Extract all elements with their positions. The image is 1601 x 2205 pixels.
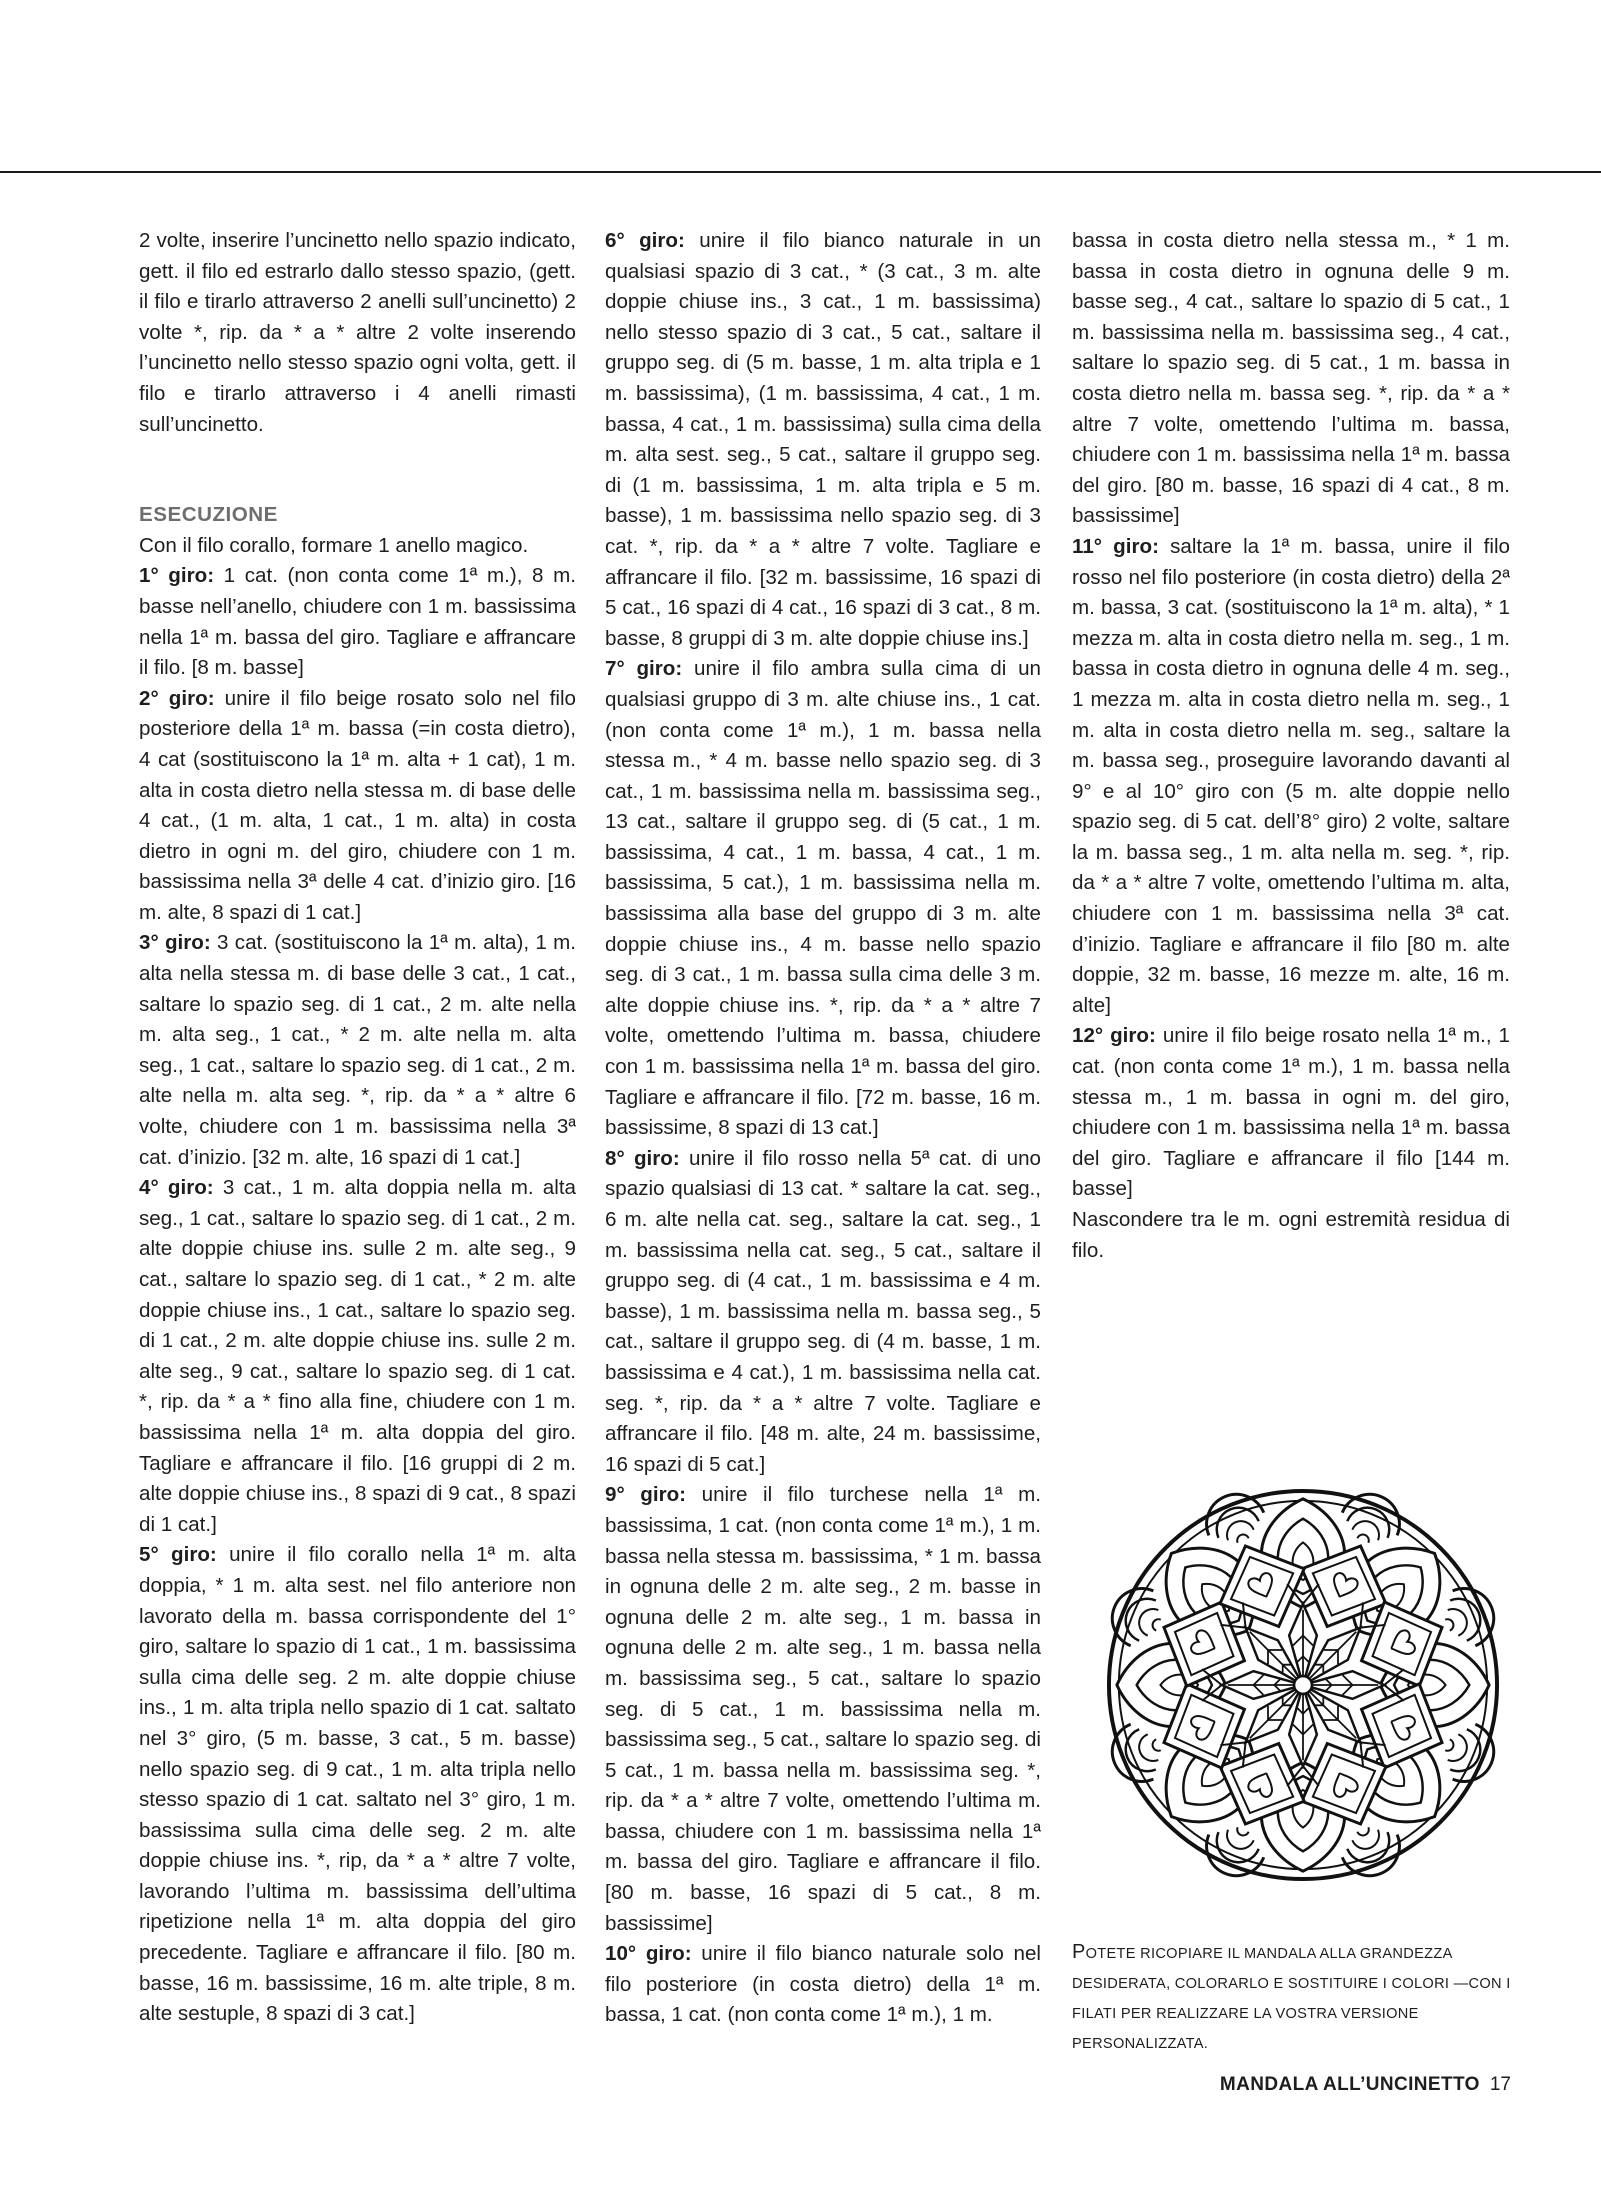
round-8 [605,1144,1041,1481]
start-instruction: Con il filo corallo, formare 1 anello magico. [139,533,529,557]
round-5-label: 5° giro: [139,1543,217,1567]
round-7-text: unire il filo ambra sulla cima di un qualsiasi gruppo di 3 m. alte chiuse ins., 1 cat. (non conta come 1ª m.), 1 m. bassa nella stessa m., * 4 m. basse nello spazio seg. di 3 cat., 1 m. bassissima nella m. bassissima seg., 13 cat., saltare il gruppo seg. di (5 cat., 1 m. bassissima, 4 cat., 1 m. bassa, 4 cat., 1 m. bassissima, 5 cat.), 1 m. bassissima nella m. bassissima alla base del gruppo di 3 m. alte doppie chiuse ins., 4 m. basse nello spazio seg. di 3 cat., 1 m. bassa sulla cima delle 3 m. alte doppie chiuse ins. *, rip. da * a * altre 7 volte, omettendo l’ultima m. bassa, chiudere con 1 m. bassissima nella 1ª m. bassa del giro. Tagliare e affrancare il filo. [72 m. basse, 16 m. bassissime, 8 spazi di 13 cat.] [605,657,1041,1140]
round-10-continued: bassa in costa dietro nella stessa m., * 1 m. bassa in costa dietro in ognuna delle 9 m. basse seg., 4 cat., saltare lo spazio di 5 cat., 1 m. bassissima nella m. bassissima seg., 4 cat., saltare lo spazio seg. di 5 cat., 1 m. bassa in costa dietro nella m. bassa seg. *, rip. da * a * altre 7 volte, omettendo l’ultima m. bassa, chiudere con 1 m. bassissima nella 1ª m. bassa del giro. [80 m. basse, 16 spazi di 4 cat., 8 m. bassissime] [1072,229,1510,528]
round-4 [139,1173,576,1540]
round-9-text: unire il filo turchese nella 1ª m. bassissima, 1 cat. (non conta come 1ª m.), 1 m. bassa nella stessa m. bassissima, * 1 m. bassa in ognuna delle 2 m. alte seg., 2 m. basse in ognuna delle 2 m. alte seg., 1 m. bassa in ognuna delle 2 m. alte seg., 1 m. bassa nella m. bassissima seg., 5 cat., saltare lo spazio seg. di 5 cat., 1 m. bassissima nella m. bassissima seg., 5 cat., saltare lo spazio seg. di 5 cat., 1 m. bassa nella m. bassissima seg. *, rip. da * a * altre 7 volte, omettendo l’ultima m. bassa, chiudere con 1 m. bassissima nella 1ª m. bassa del giro. Tagliare e affrancare il filo. [80 m. basse, 16 spazi di 5 cat., 8 m. bassissime] [605,1483,1041,1935]
round-4-text: 3 cat., 1 m. alta doppia nella m. alta seg., 1 cat., saltare lo spazio seg. di 1 cat., 2 m. alte doppie chiuse ins. sulle 2 m. alte seg., 9 cat., saltare lo spazio seg. di 1 cat., * 2 m. alte doppie chiuse ins., 1 cat., saltare lo spazio seg. di 1 cat., 2 m. alte doppie chiuse ins. sulle 2 m. alte seg., 9 cat., saltare lo spazio seg. di 1 cat. *, rip. da * a * fino alla fine, chiudere con 1 m. bassissima nella 1ª m. alta doppia del giro. Tagliare e affrancare il filo. [16 gruppi di 2 m. alte doppie chiuse ins., 8 spazi di 9 cat., 8 spazi di 1 cat.] [139,1176,576,1536]
round-12 [1072,1021,1510,1205]
round-10 [605,1939,1041,2031]
round-3-label: 3° giro: [139,931,211,955]
top-rule [0,171,1601,173]
round-4-label: 4° giro: [139,1176,214,1200]
round-10-label: 10° giro: [605,1942,692,1966]
caption-text: OTETE RICOPIARE IL MANDALA ALLA GRANDEZZA DESIDERATA, COLORARLO E SOSTITUIRE I COLORI —CON I FILATI PER REALIZZARE LA VOSTRA VERSIONE PERSONALIZZATA. [1072,1946,1511,2052]
page-number: 17 [1489,2074,1511,2095]
section-heading: ESECUZIONE [139,503,278,527]
round-3-text: 3 cat. (sostituiscono la 1ª m. alta), 1 m. alta nella stessa m. di base delle 3 cat., 1 cat., saltare lo spazio seg. di 1 cat., 2 m. alte nella m. alta seg., 1 cat., * 2 m. alte nella m. alta seg., 1 cat., saltare lo spazio seg. di 1 cat., 2 m. alte nella m. alta seg. *, rip. da * a * altre 6 volte, chiudere con 1 m. bassissima nella 3ª cat. d’inizio. [32 m. alte, 16 spazi di 1 cat.] [139,931,576,1169]
round-9 [605,1480,1041,1939]
column-1 [139,226,576,2030]
mandala-illustration [1105,1487,1501,1883]
round-3 [139,928,576,1173]
round-1 [139,561,576,683]
figure-caption [1072,1937,1512,2059]
round-12-label: 12° giro: [1072,1024,1156,1048]
round-7-label: 7° giro: [605,657,683,681]
caption-first-letter: P [1072,1941,1086,1963]
footer-title: MANDALA ALL’UNCINETTO [1219,2074,1480,2095]
round-6-text: unire il filo bianco naturale in un qualsiasi spazio di 3 cat., * (3 cat., 3 m. alte doppie chiuse ins., 3 cat., 1 m. bassissima) nello stesso spazio di 3 cat., 5 cat., saltare il gruppo seg. di (5 m. basse, 1 m. alta tripla e 1 m. bassissima), (1 m. bassissima, 4 cat., 1 m. bassa, 4 cat., 1 m. bassissima) sulla cima della m. alta sest. seg., 5 cat., saltare il gruppo seg. di (1 m. bassissima, 1 m. alta tripla e 5 m. basse), 1 m. bassissima nello spazio seg. di 3 cat. *, rip. da * a * altre 7 volte. Tagliare e affrancare il filo. [32 m. bassissime, 16 spazi di 5 cat., 16 spazi di 4 cat., 16 spazi di 3 cat., 8 m. basse, 8 gruppi di 3 m. alte doppie chiuse ins.] [605,229,1041,650]
intro-paragraph: 2 volte, inserire l’uncinetto nello spazio indicato, gett. il filo ed estrarlo dallo stesso spazio, (gett. il filo e tirarlo attraverso 2 anelli sull’uncinetto) 2 volte *, rip. da * a * altre 2 volte inserendo l’uncinetto nello stesso spazio ogni volta, gett. il filo e tirarlo attraverso i 4 anelli rimasti sull’uncinetto. [139,229,576,436]
round-2-text: unire il filo beige rosato solo nel filo posteriore della 1ª m. bassa (=in costa dietro), 4 cat (sostituiscono la 1ª m. alta + 1 cat), 1 m. alta in costa dietro nella stessa m. di base delle 4 cat., (1 m. alta, 1 cat., 1 m. alta) in costa dietro in ogni m. del giro, chiudere con 1 m. bassissima nella 3ª delle 4 cat. d’inizio giro. [16 m. alte, 8 spazi di 1 cat.] [139,686,576,924]
mandala-icon [1105,1487,1501,1883]
round-11 [1072,532,1510,1022]
round-9-label: 9° giro: [605,1483,687,1507]
round-6 [605,226,1041,654]
column-3 [1072,226,1510,1266]
round-8-text: unire il filo rosso nella 5ª cat. di uno spazio qualsiasi di 13 cat. * saltare la cat. seg., 6 m. alte nella cat. seg., saltare la cat. seg., 1 m. bassissima nella cat. seg., 5 cat., saltare il gruppo seg. di (4 cat., 1 m. bassissima e 4 m. basse), 1 m. bassissima nella m. bassa seg., 5 cat., saltare il gruppo seg. di (4 m. basse, 1 m. bassissima e 4 cat.), 1 m. bassissima nella cat. seg. *, rip. da * a * altre 7 volte. Tagliare e affrancare il filo. [48 m. alte, 24 m. bassissime, 16 spazi di 5 cat.] [605,1146,1041,1476]
round-2 [139,684,576,929]
round-2-label: 2° giro: [139,686,215,710]
round-11-label: 11° giro: [1072,534,1159,558]
round-5-text: unire il filo corallo nella 1ª m. alta doppia, * 1 m. alta sest. nel filo anteriore non lavorato della m. bassa corrispondente del 1° giro, saltare lo spazio di 1 cat., 1 m. bassissima sulla cima delle seg. 2 m. alte doppie chiuse ins., 1 m. alta tripla nello spazio di 1 cat. saltato nel 3° giro, (5 m. basse, 3 cat., 5 m. basse) nello spazio seg. di 9 cat., 1 m. alta tripla nello stesso spazio di 1 cat. saltato nel 3° giro, 1 m. bassissima sulla cima delle seg. 2 m. alte doppie chiuse ins. *, rip, da * a * altre 7 volte, lavorando l’ultima m. bassissima dell’ultima ripetizione nella 1ª m. alta doppia del giro precedente. Tagliare e affrancare il filo. [80 m. basse, 16 m. bassissime, 16 m. alte triple, 8 m. alte sestuple, 8 spazi di 3 cat.] [139,1543,577,2026]
closing-instruction: Nascondere tra le m. ogni estremità residua di filo. [1072,1208,1510,1262]
round-6-label: 6° giro: [605,229,685,252]
column-2 [605,226,1041,2031]
page-footer [1220,2074,1511,2096]
round-8-label: 8° giro: [605,1146,680,1170]
round-1-text: 1 cat. (non conta come 1ª m.), 8 m. basse nell’anello, chiudere con 1 m. bassissima nella 1ª m. bassa del giro. Tagliare e affrancare il filo. [8 m. basse] [139,564,576,680]
round-5 [139,1540,576,2030]
round-11-text: saltare la 1ª m. bassa, unire il filo rosso nel filo posteriore (in costa dietro) della 2ª m. bassa, 3 cat. (sostituiscono la 1ª m. alta), * 1 mezza m. alta in costa dietro nella m. seg., 1 m. bassa in costa dietro in ognuna delle 4 m. seg., 1 mezza m. alta in costa dietro nella m. seg., 1 m. alta in costa dietro nella m. seg., saltare la m. bassa seg., proseguire lavorando davanti al 9° e al 10° giro con (5 m. alte doppie nello spazio seg. di 5 cat. dell’8° giro) 2 volte, saltare la m. bassa seg., 1 m. alta nella m. seg. *, rip. da * a * altre 7 volte, omettendo l’ultima m. alta, chiudere con 1 m. bassissima nella 3ª cat. d’inizio. Tagliare e affrancare il filo [80 m. alte doppie, 32 m. basse, 16 mezze m. alte, 16 m. alte] [1072,534,1511,1017]
round-10-text: unire il filo bianco naturale solo nel filo posteriore (in costa dietro) della 1ª m. bassa, 1 cat. (non conta come 1ª m.), 1 m. [605,1942,1041,2027]
round-1-label: 1° giro: [139,564,215,588]
round-12-text: unire il filo beige rosato nella 1ª m., 1 cat. (non conta come 1ª m.), 1 m. bassa nella stessa m., 1 m. bassa in ogni m. del giro, chiudere con 1 m. bassissima nella 1ª m. bassa del giro. Tagliare e affrancare il filo [144 m. basse] [1072,1024,1510,1201]
round-7 [605,654,1041,1144]
